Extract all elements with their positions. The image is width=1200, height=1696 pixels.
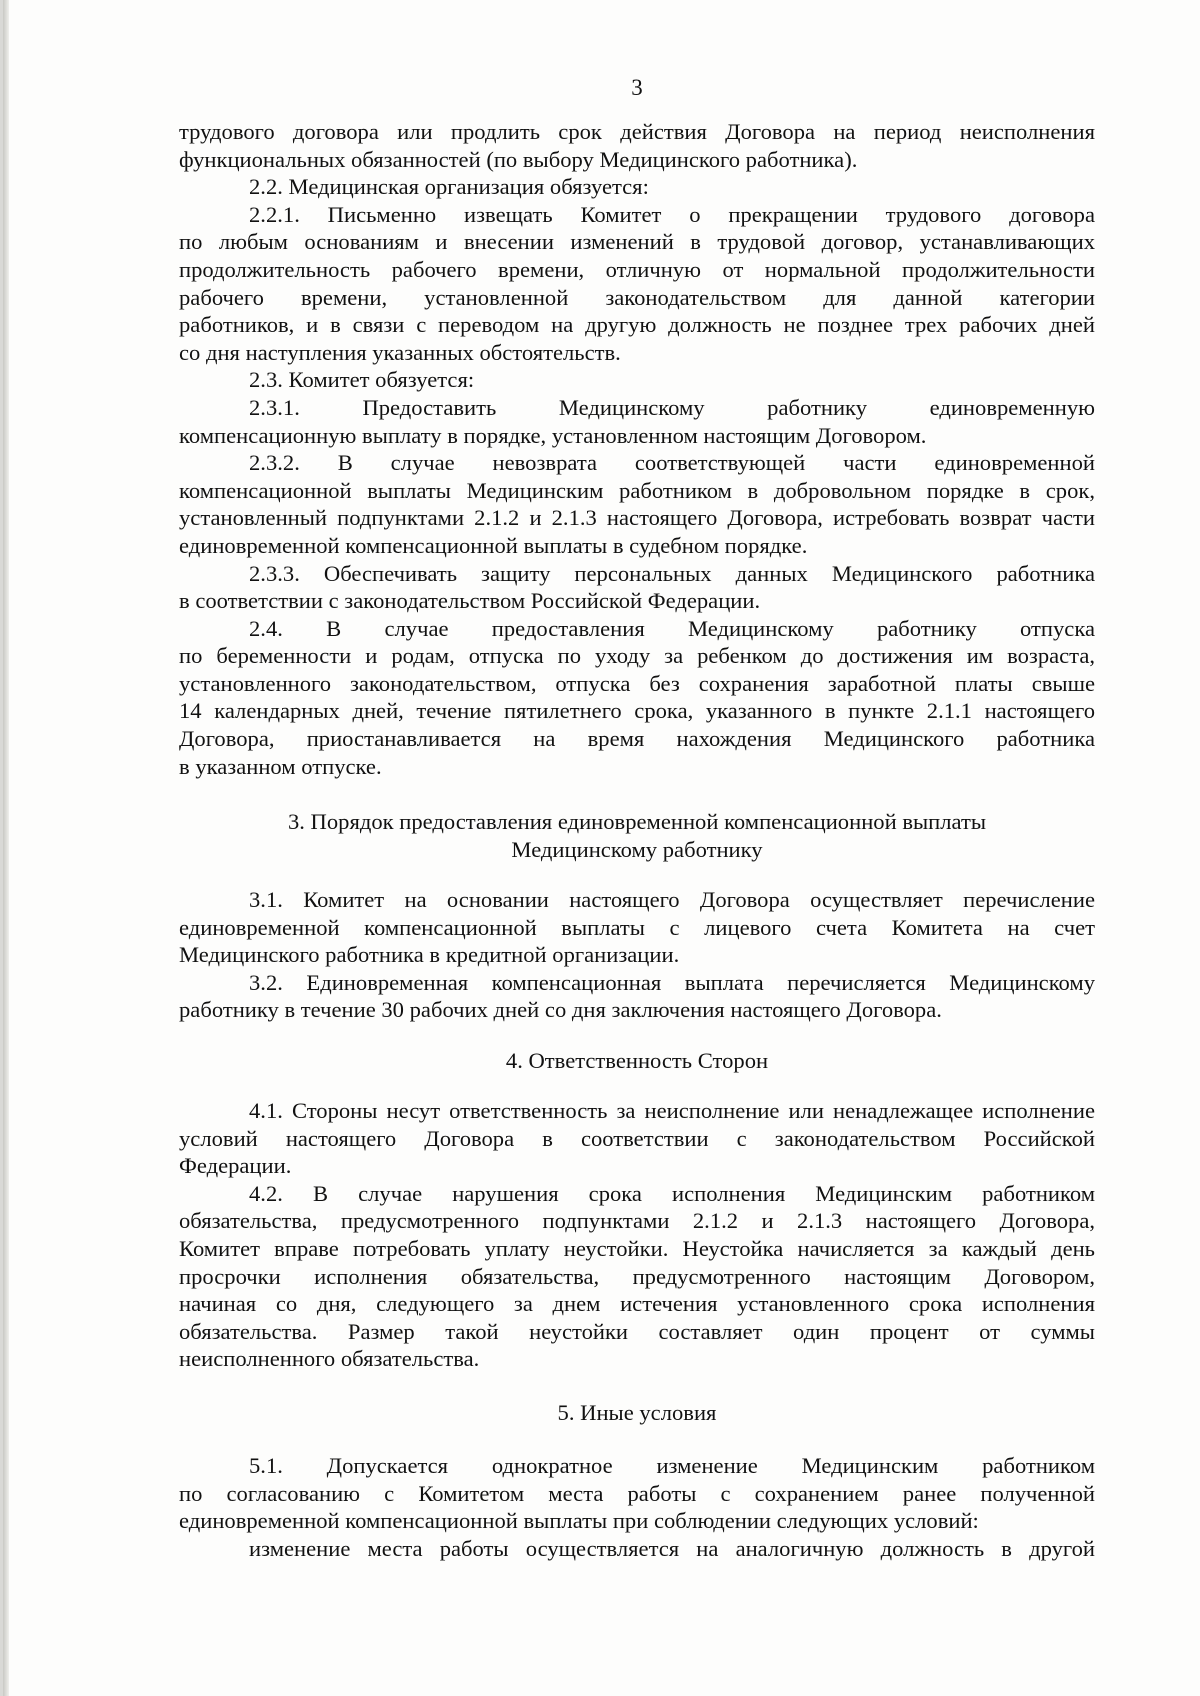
text-line: 14 календарных дней, течение пятилетнего срока, указанного в пункте 2.1.1 настоящего (179, 698, 1095, 724)
text-line: по беременности и родам, отпуска по уходу за ребенком до достижения им возраста, (179, 643, 1095, 669)
text-line: в соответствии с законодательством Российской Федерации. (179, 588, 761, 614)
text-line: работнику в течение 30 рабочих дней со дня заключения настоящего Договора. (179, 997, 942, 1023)
section-5-text (179, 1452, 1095, 1562)
text-line: компенсационной выплаты Медицинским работником в добровольном порядке в срок, (179, 477, 1095, 503)
clause-2-3-2: 2.3.2. В случае невозврата соответствующей части единовременной (249, 450, 1095, 476)
text-line: по согласованию с Комитетом места работы с сохранением ранее полученной (179, 1480, 1095, 1506)
clause-2-4: 2.4. В случае предоставления Медицинскому работнику отпуска (249, 615, 1095, 641)
clause-2-3-1: 2.3.1. Предоставить Медицинскому работнику единовременную (249, 394, 1095, 420)
clause-2-2-heading: 2.2. Медицинская организация обязуется: (249, 174, 649, 200)
text-line: просрочки исполнения обязательства, предусмотренного настоящим Договором, (179, 1263, 1095, 1289)
text-line: установленный подпунктами 2.1.2 и 2.1.3 настоящего Договора, истребовать возврат части (179, 505, 1095, 531)
clause-4-2: 4.2. В случае нарушения срока исполнения Медицинским работником (249, 1180, 1095, 1206)
section-3-heading (179, 808, 1095, 863)
text-line: обязательства, предусмотренного подпунктами 2.1.2 и 2.1.3 настоящего Договора, (179, 1208, 1095, 1234)
clause-4-1: 4.1. Стороны несут ответственность за неисполнение или ненадлежащее исполнение (249, 1098, 1095, 1123)
text-line: неисполненного обязательства. (179, 1346, 480, 1372)
clause-3-1: 3.1. Комитет на основании настоящего Договора осуществляет перечисление (249, 887, 1095, 912)
section-4-heading (179, 1047, 1095, 1075)
text-line: изменение места работы осуществляется на аналогичную должность в другой (249, 1535, 1095, 1561)
text-line: условий настоящего Договора в соответствии с законодательством Российской (179, 1125, 1095, 1151)
text-line: установленного законодательством, отпуска без сохранения заработной платы свыше (179, 670, 1095, 696)
text-line: Комитет вправе потребовать уплату неустойки. Неустойка начисляется за каждый день (179, 1235, 1095, 1261)
clause-2-2-1: 2.2.1. Письменно извещать Комитет о прекращении трудового договора (249, 201, 1095, 227)
text-line: продолжительность рабочего времени, отличную от нормальной продолжительности (179, 256, 1095, 282)
text-line: работников, и в связи с переводом на другую должность не позднее трех рабочих дней (179, 312, 1095, 338)
clause-2-3-heading: 2.3. Комитет обязуется: (249, 367, 475, 393)
section-4-text (179, 1097, 1095, 1373)
page-number: 3 (631, 75, 643, 100)
text-line: Договора, приостанавливается на время нахождения Медицинского работника (179, 726, 1095, 752)
section-2-text (179, 118, 1095, 780)
text-line: в указанном отпуске. (179, 753, 382, 779)
heading-line: 3. Порядок предоставления единовременной компенсационной выплаты (287, 809, 987, 834)
heading-line: 5. Иные условия (557, 1400, 717, 1425)
text-line: единовременной компенсационной выплаты в судебном порядке. (179, 532, 808, 558)
text-line: единовременной компенсационной выплаты при соблюдении следующих условий: (179, 1508, 979, 1534)
text-line: по любым основаниям и внесении изменений в трудовой договор, устанавливающих (179, 229, 1095, 255)
text-line: Медицинского работника в кредитной организации. (179, 942, 680, 968)
text-line: Федерации. (179, 1153, 292, 1179)
text-line: единовременной компенсационной выплаты с лицевого счета Комитета на счет (179, 914, 1095, 940)
text-line: обязательства. Размер такой неустойки составляет один процент от суммы (179, 1318, 1095, 1344)
clause-3-2: 3.2. Единовременная компенсационная выплата перечисляется Медицинскому (249, 969, 1095, 995)
clause-2-3-3: 2.3.3. Обеспечивать защиту персональных данных Медицинского работника (249, 560, 1095, 586)
text-line: компенсационную выплату в порядке, установленном настоящим Договором. (179, 422, 927, 448)
text-line: функциональных обязанностей (по выбору Медицинского работника). (179, 146, 858, 172)
section-3-text (179, 886, 1095, 1024)
scan-edge (3, 0, 9, 1696)
text-line: трудового договора или продлить срок действия Договора на период неисполнения (179, 119, 1095, 144)
heading-line: 4. Ответственность Сторон (505, 1048, 769, 1073)
heading-line: Медицинскому работнику (511, 836, 763, 862)
clause-5-1: 5.1. Допускается однократное изменение Медицинским работником (249, 1453, 1095, 1478)
text-line: рабочего времени, установленной законодательством для данной категории (179, 284, 1095, 310)
text-line: начиная со дня, следующего за днем истечения установленного срока исполнения (179, 1291, 1095, 1317)
section-5-heading (179, 1399, 1095, 1427)
text-line: со дня наступления указанных обстоятельств. (179, 339, 621, 365)
